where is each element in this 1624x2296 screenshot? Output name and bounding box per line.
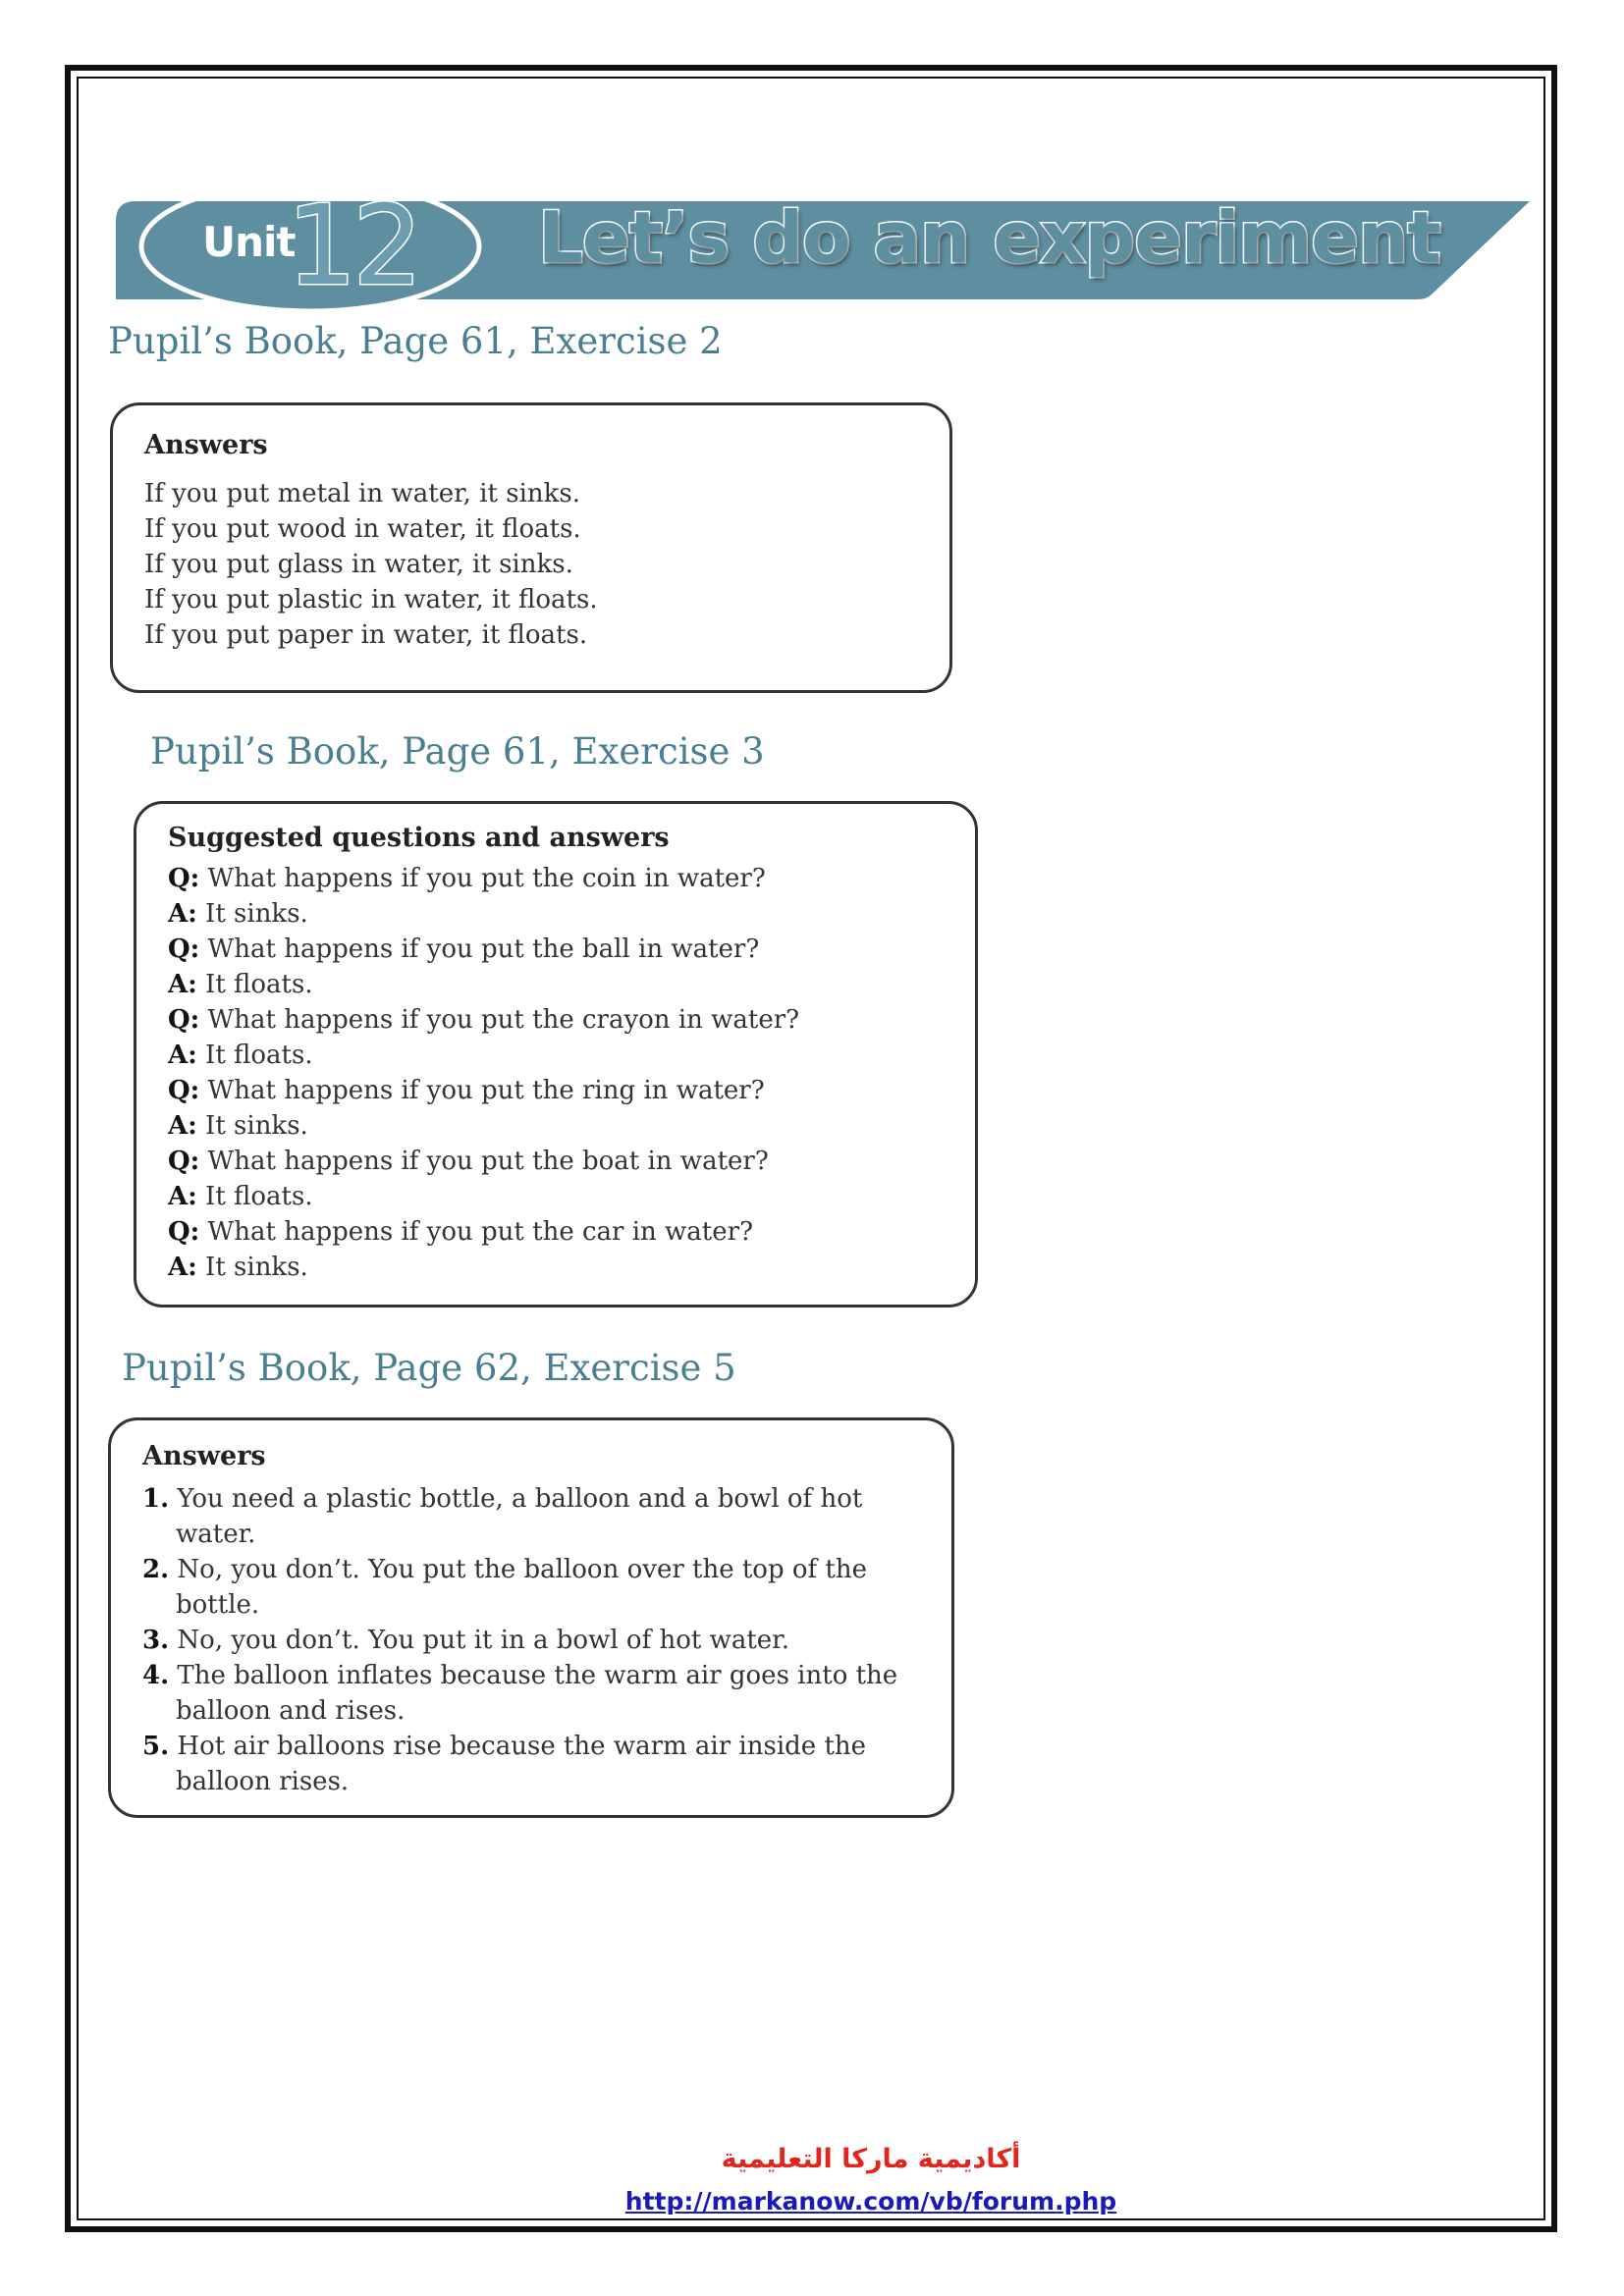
qa-label: Q: xyxy=(168,1076,200,1105)
item-number: 5. xyxy=(142,1732,170,1761)
item-text: You need a plastic bottle, a balloon and a bowl of hot water. xyxy=(176,1484,863,1549)
section-heading-exercise-3: Pupil’s Book, Page 61, Exercise 3 xyxy=(150,730,765,773)
qa-label: Q: xyxy=(168,1217,200,1247)
qa-label: A: xyxy=(168,1111,197,1141)
qa-text: What happens if you put the coin in water? xyxy=(207,864,766,893)
qa-text: It floats. xyxy=(205,970,313,999)
item-number: 4. xyxy=(142,1661,170,1690)
unit-title: Let’s do an experiment xyxy=(538,196,1440,279)
answer-box-exercise-3 xyxy=(134,801,978,1308)
qa-line xyxy=(168,932,944,967)
answer-line: If you put metal in water, it sinks. xyxy=(144,479,580,508)
qa-line xyxy=(168,1179,944,1214)
item-text: Hot air balloons rise because the warm air inside the balloon rises. xyxy=(176,1732,867,1796)
footer-academy-name: أكاديمية ماركا التعليمية xyxy=(721,2144,1021,2174)
numbered-answer xyxy=(142,1481,920,1552)
qa-line xyxy=(168,1073,944,1108)
qa-text: It sinks. xyxy=(205,1253,308,1282)
qa-line xyxy=(168,1250,944,1285)
qa-text: It sinks. xyxy=(205,899,308,929)
qa-text: What happens if you put the ball in water? xyxy=(207,934,760,964)
qa-text: It floats. xyxy=(205,1182,313,1211)
qa-text: It sinks. xyxy=(205,1111,308,1141)
qa-text: It floats. xyxy=(205,1041,313,1070)
qa-label: Q: xyxy=(168,934,200,964)
qa-line xyxy=(168,896,944,932)
numbered-answer xyxy=(142,1729,920,1799)
qa-line xyxy=(168,1108,944,1144)
item-text: No, you don’t. You put it in a bowl of hot water. xyxy=(177,1626,789,1655)
unit-label: Unit xyxy=(202,218,296,266)
unit-number: 12 xyxy=(287,183,419,310)
numbered-answer xyxy=(142,1658,920,1729)
answer-line: If you put wood in water, it floats. xyxy=(144,514,581,544)
qa-label: Q: xyxy=(168,1005,200,1035)
numbered-answer xyxy=(142,1623,920,1658)
qa-text: What happens if you put the ring in water? xyxy=(207,1076,765,1105)
item-text: No, you don’t. You put the balloon over the top of the bottle. xyxy=(176,1555,867,1620)
qa-line xyxy=(168,1002,944,1038)
qa-label: A: xyxy=(168,1253,197,1282)
answer-box-exercise-5 xyxy=(108,1417,954,1818)
item-number: 1. xyxy=(142,1484,170,1514)
box-title: Suggested questions and answers xyxy=(168,823,670,853)
box-title: Answers xyxy=(142,1441,266,1471)
qa-line xyxy=(168,1038,944,1073)
qa-text: What happens if you put the car in water? xyxy=(207,1217,754,1247)
qa-line xyxy=(168,1144,944,1179)
qa-label: A: xyxy=(168,1182,197,1211)
item-number: 2. xyxy=(142,1555,170,1584)
qa-label: A: xyxy=(168,970,197,999)
qa-label: A: xyxy=(168,1041,197,1070)
box-title: Answers xyxy=(144,430,268,460)
item-text: The balloon inflates because the warm air goes into the balloon and rises. xyxy=(176,1661,898,1726)
qa-line xyxy=(168,967,944,1002)
qa-label: A: xyxy=(168,899,197,929)
answer-line: If you put paper in water, it floats. xyxy=(144,620,588,650)
qa-text: What happens if you put the boat in water? xyxy=(207,1147,769,1176)
section-heading-exercise-5: Pupil’s Book, Page 62, Exercise 5 xyxy=(122,1347,736,1389)
answer-line: If you put glass in water, it sinks. xyxy=(144,550,573,579)
footer-forum-link[interactable]: http://markanow.com/vb/forum.php xyxy=(624,2187,1117,2216)
qa-line xyxy=(168,861,944,896)
qa-text: What happens if you put the crayon in water? xyxy=(207,1005,800,1035)
item-number: 3. xyxy=(142,1626,170,1655)
qa-label: Q: xyxy=(168,864,200,893)
answer-box-exercise-2 xyxy=(110,402,952,693)
numbered-answer xyxy=(142,1552,920,1623)
qa-line xyxy=(168,1214,944,1250)
qa-label: Q: xyxy=(168,1147,200,1176)
answer-line: If you put plastic in water, it floats. xyxy=(144,585,598,614)
section-heading-exercise-2: Pupil’s Book, Page 61, Exercise 2 xyxy=(108,320,723,362)
